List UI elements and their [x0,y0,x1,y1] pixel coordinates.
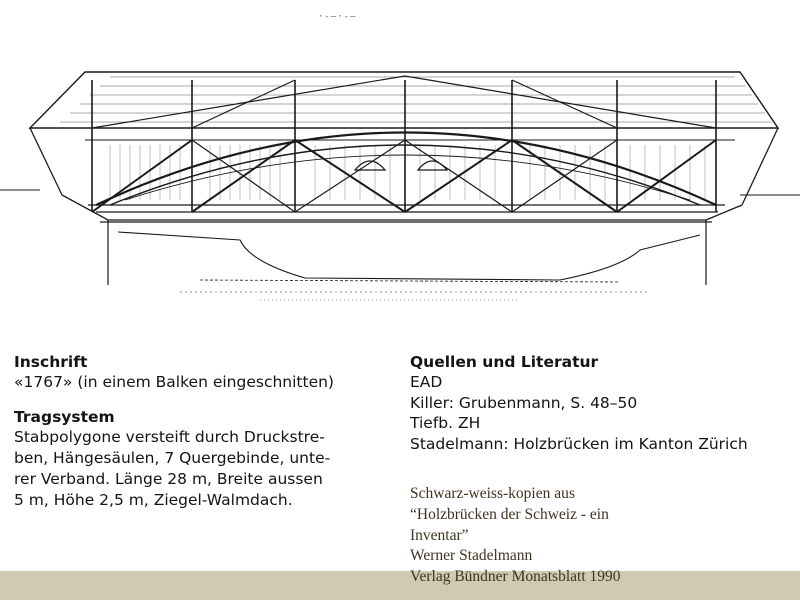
quellen-item: Tiefb. ZH [410,414,481,432]
quellen-item: EAD [410,373,443,391]
tragsystem-heading: Tragsystem [14,408,115,426]
note-line: Schwarz-weiss-kopien aus [410,485,575,502]
quellen-item: Killer: Grubenmann, S. 48–50 [410,393,638,412]
note-line: Inventar” [410,526,469,544]
source-note [410,484,800,588]
tragsystem-line: rer Verband. Länge 28 m, Breite aussen [14,470,323,488]
tragsystem-line: 5 m, Höhe 2,5 m, Ziegel-Walmdach. [14,491,293,509]
note-line: Verlag Bündner Monatsblatt 1990 [410,568,621,586]
inschrift-text: «1767» (in einem Balken eingeschnitten) [14,373,334,391]
tragsystem-line: Stabpolygone versteift durch Druckstre- [14,428,325,446]
note-line: Werner Stadelmann [410,547,533,565]
quellen-heading: Quellen und Literatur [410,353,599,371]
left-column [14,352,394,511]
scan-mark: ·-—·-— [318,12,357,22]
tragsystem-line: ben, Hängesäulen, 7 Quergebinde, unte- [14,449,331,467]
quellen-item: Stadelmann: Holzbrücken im Kanton Zürich [410,434,748,453]
inschrift-heading: Inschrift [14,353,88,371]
note-line: “Holzbrücken der Schweiz - ein [410,505,609,523]
right-column [410,352,795,454]
